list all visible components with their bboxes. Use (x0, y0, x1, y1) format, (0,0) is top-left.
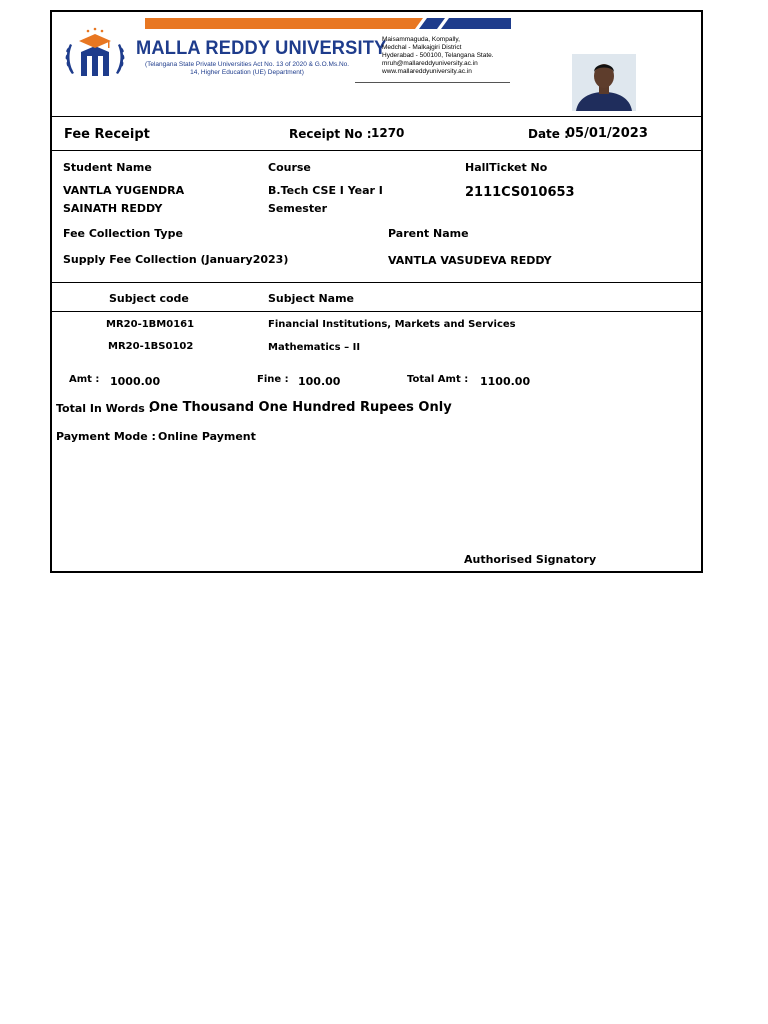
address-line: Maisammaguda, Kompally, (382, 36, 460, 43)
student-photo (572, 54, 636, 111)
subject-name: Mathematics – II (268, 342, 361, 353)
student-name-label: Student Name (63, 161, 152, 174)
total-amount-label: Total Amt : (407, 374, 469, 385)
university-address (382, 36, 494, 76)
address-line: Hyderabad - 500100, Telangana State. (382, 52, 494, 59)
hallticket-label: HallTicket No (465, 161, 548, 174)
divider (52, 116, 701, 117)
banner-divider (355, 82, 510, 83)
payment-mode: Online Payment (158, 430, 256, 443)
course-label: Course (268, 161, 311, 174)
divider (52, 311, 701, 312)
receipt-number: 1270 (371, 126, 405, 140)
subject-code: MR20-1BS0102 (108, 341, 194, 352)
university-name: MALLA REDDY UNIVERSITY (136, 38, 387, 59)
student-name-cont: SAINATH REDDY (63, 202, 163, 215)
amount-label: Amt : (69, 374, 100, 385)
divider (52, 282, 701, 283)
email-link[interactable]: mruh@mallareddyuniversity.ac.in (382, 60, 478, 67)
receipt-date-label: Date : (528, 127, 569, 141)
fee-type-value: Supply Fee Collection (January2023) (63, 253, 289, 266)
student-photo-icon (572, 54, 636, 111)
amount-value: 1000.00 (110, 375, 161, 388)
parent-name: VANTLA VASUDEVA REDDY (388, 254, 552, 267)
divider (52, 150, 701, 151)
parent-name-label: Parent Name (388, 227, 469, 240)
total-amount-value: 1100.00 (480, 375, 531, 388)
payment-mode-label: Payment Mode : (56, 430, 156, 443)
website-link[interactable]: www.mallareddyuniversity.ac.in (382, 68, 472, 75)
subject-name: Financial Institutions, Markets and Services (268, 319, 516, 330)
banner-color-bar (145, 18, 511, 29)
course-value: B.Tech CSE I Year I (268, 184, 383, 197)
student-name: VANTLA YUGENDRA (63, 184, 185, 197)
hallticket-number: 2111CS010653 (465, 185, 575, 200)
subject-name-header: Subject Name (268, 292, 355, 305)
receipt-date: 05/01/2023 (566, 126, 648, 141)
university-logo-icon (62, 26, 128, 84)
course-value-cont: Semester (268, 202, 327, 215)
authorised-signatory: Authorised Signatory (464, 553, 597, 566)
fine-label: Fine : (257, 374, 289, 385)
total-in-words: One Thousand One Hundred Rupees Only (149, 400, 452, 415)
fine-value: 100.00 (298, 375, 341, 388)
subject-code-header: Subject code (109, 292, 189, 305)
fee-type-label: Fee Collection Type (63, 227, 183, 240)
fee-receipt (50, 10, 703, 573)
receipt-title: Fee Receipt (64, 127, 150, 142)
total-in-words-label: Total In Words : (56, 402, 154, 415)
subject-code: MR20-1BM0161 (106, 319, 195, 330)
address-line: Medchal - Malkajgiri District (382, 44, 462, 51)
university-subtitle: (Telangana State Private Universities Act No. 13 of 2020 & G.O.Ms.No. 14, Higher Education (UE) Department) (144, 61, 350, 76)
receipt-number-label: Receipt No : (289, 127, 372, 141)
